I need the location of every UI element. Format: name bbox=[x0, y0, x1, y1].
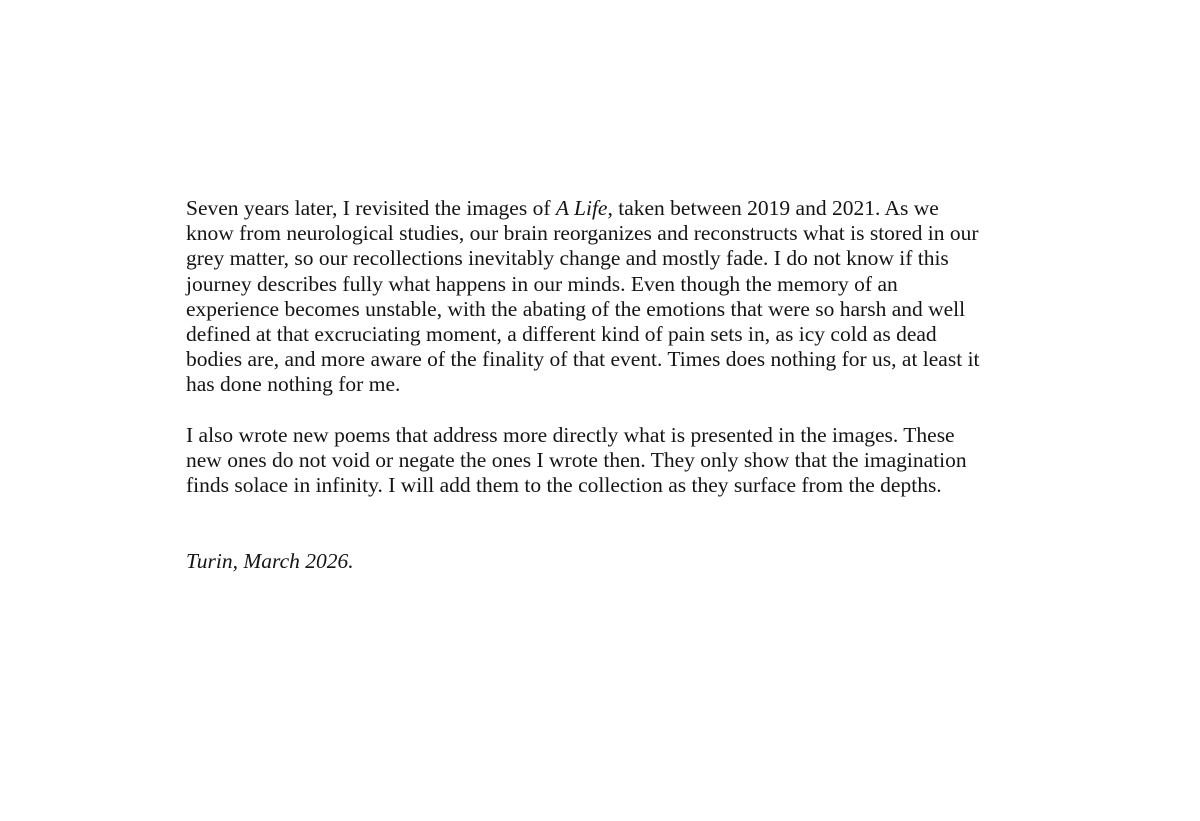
paragraph-1-line-3: grey matter, so our recollections inevitably change and mostly fade. I do not know if this bbox=[186, 246, 949, 271]
paragraph-2 bbox=[186, 423, 976, 499]
paragraph-2-line-1: I also wrote new poems that address more directly what is presented in the images. These bbox=[186, 422, 955, 447]
signoff-place-date: Turin, March 2026. bbox=[186, 549, 354, 573]
paragraph-1-line-4: journey describes fully what happens in our minds. Even though the memory of an bbox=[186, 271, 898, 296]
paragraph-1-line-8: has done nothing for me. bbox=[186, 372, 401, 397]
book-title: A Life bbox=[555, 196, 608, 220]
paragraph-1-line-2: know from neurological studies, our brain reorganizes and reconstructs what is stored in our bbox=[186, 221, 979, 246]
paragraph-1 bbox=[186, 196, 980, 398]
body-text bbox=[186, 196, 980, 498]
paragraph-1-line-6: defined at that excruciating moment, a different kind of pain sets in, as icy cold as dead bbox=[186, 322, 937, 347]
paragraph-1-line-5: experience becomes unstable, with the abating of the emotions that were so harsh and well bbox=[186, 296, 966, 321]
paragraph-1-lead-text: Seven years later, I revisited the images of bbox=[186, 196, 556, 220]
paragraph-2-line-3: finds solace in infinity. I will add them to the collection as they surface from the depths. bbox=[186, 473, 942, 498]
paragraph-1-line-1 bbox=[186, 196, 976, 221]
paragraph-2-line-2: new ones do not void or negate the ones I wrote then. They only show that the imagination bbox=[186, 447, 967, 472]
paragraph-1-line-7: bodies are, and more aware of the finality of that event. Times does nothing for us, at least it bbox=[186, 347, 980, 372]
paragraph-1-lead-tail: , taken between 2019 and 2021. As we bbox=[607, 196, 939, 220]
